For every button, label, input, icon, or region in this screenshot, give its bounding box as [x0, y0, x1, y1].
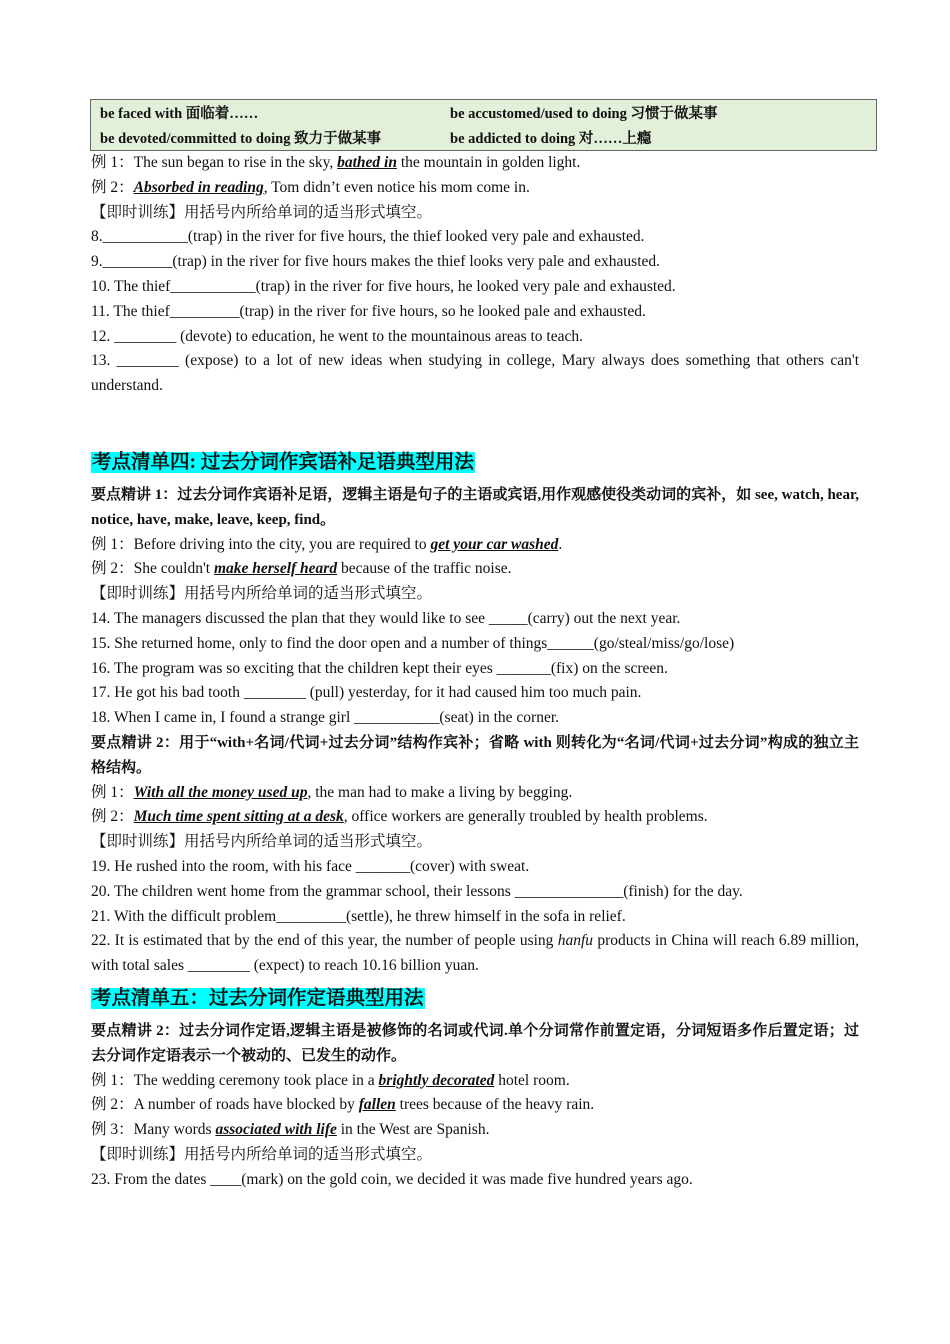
key-point-1: 要点精讲 1：过去分词作宾语补足语，逻辑主语是句子的主语或宾语,用作观感使役类动词的宾补，如 see, watch, hear, notice, have, make, leave, keep, find。 [91, 486, 859, 528]
example-line: 例 2：She couldn't make herself heard because of the traffic noise. [91, 560, 512, 578]
example-highlight: get your car washed [430, 535, 559, 553]
phrase-table [90, 99, 877, 151]
exercise-item: 19. He rushed into the room, with his face _______(cover) with sweat. [91, 857, 530, 875]
example-line: 例 1：With all the money used up, the man had to make a living by begging. [91, 783, 573, 801]
example-highlight: Absorbed in reading [133, 178, 264, 196]
section-heading-4: 考点清单四: 过去分词作宾语补足语典型用法 [92, 451, 474, 473]
exercise-item: 18. When I came in, I found a strange girl ___________(seat) in the corner. [91, 709, 560, 727]
drill-instruction: 【即时训练】用括号内所给单词的适当形式填空。 [91, 203, 433, 221]
exercise-item: 11. The thief_________(trap) in the river for five hours, so he looked pale and exhausted. [91, 302, 646, 320]
exercise-item: 17. He got his bad tooth ________ (pull) yesterday, for it had caused him too much pain. [91, 684, 642, 702]
phrase-table-row [91, 125, 877, 151]
key-point-2: 要点精讲 2：用于“with+名词/代词+过去分词”结构作宾补；省略 with 则转化为“名词/代词+过去分词”构成的独立主格结构。 [91, 734, 859, 776]
exercise-item: 13. ________ (expose) to a lot of new ideas when studying in college, Mary always does something that others can't understand. [91, 352, 859, 395]
example-line: 例 2：Much time spent sitting at a desk, office workers are generally troubled by health problems. [91, 808, 708, 826]
phrase-table-row [91, 100, 877, 126]
exercise-item: 14. The managers discussed the plan that they would like to see _____(carry) out the next year. [91, 609, 681, 627]
example-line: 例 1：The sun began to rise in the sky, bathed in the mountain in golden light. [91, 154, 581, 171]
example-line: 例 2：Absorbed in reading, Tom didn’t even notice his mom come in. [91, 178, 530, 196]
example-line: 例 2：A number of roads have blocked by fallen trees because of the heavy rain. [91, 1096, 595, 1114]
example-highlight: associated with life [215, 1121, 337, 1139]
example-line: 例 1：Before driving into the city, you are required to get your car washed. [91, 535, 563, 553]
section-heading-5: 考点清单五：过去分词作定语典型用法 [92, 987, 424, 1009]
example-line: 例 1：The wedding ceremony took place in a brightly decorated hotel room. [91, 1071, 570, 1089]
example-highlight: Much time spent sitting at a desk [133, 808, 344, 826]
key-point: 要点精讲 2：过去分词作定语,逻辑主语是被修饰的名词或代词.单个分词常作前置定语，分词短语多作后置定语；过去分词作定语表示一个被动的、已发生的动作。 [91, 1022, 859, 1064]
drill-instruction: 【即时训练】用括号内所给单词的适当形式填空。 [91, 833, 433, 851]
exercise-item: 22. It is estimated that by the end of this year, the number of people using hanfu products in China will reach 6.89 million, with total sales ________ (expect) to reach 10.16 billion yuan. [91, 932, 860, 975]
phrase-cell: be faced with 面临着…… [100, 106, 259, 122]
example-highlight: bathed in [337, 154, 397, 171]
example-highlight: brightly decorated [378, 1071, 495, 1089]
example-highlight: fallen [358, 1096, 396, 1114]
exercise-item: 10. The thief___________(trap) in the river for five hours, he looked very pale and exhausted. [91, 277, 676, 295]
exercise-item: 20. The children went home from the grammar school, their lessons ______________(finish) for the day. [91, 882, 743, 900]
exercise-item: 16. The program was so exciting that the children kept their eyes _______(fix) on the screen. [91, 659, 668, 677]
phrase-cell: be addicted to doing 对……上瘾 [450, 131, 652, 147]
phrase-cell: be accustomed/used to doing 习惯于做某事 [450, 106, 718, 122]
exercise-item: 21. With the difficult problem_________(settle), he threw himself in the sofa in relief. [91, 907, 626, 925]
exercise-item: 12. ________ (devote) to education, he went to the mountainous areas to teach. [91, 327, 583, 345]
exercise-item: 8.___________(trap) in the river for five hours, the thief looked very pale and exhausted. [91, 228, 645, 246]
example-highlight: With all the money used up [133, 783, 308, 801]
example-highlight: make herself heard [213, 560, 338, 578]
document-page [91, 99, 878, 1192]
drill-instruction: 【即时训练】用括号内所给单词的适当形式填空。 [91, 1145, 433, 1163]
example-line: 例 3：Many words associated with life in the West are Spanish. [91, 1121, 490, 1139]
exercise-item: 9._________(trap) in the river for five hours makes the thief looks very pale and exhausted. [91, 253, 661, 271]
exercise-item: 23. From the dates ____(mark) on the gold coin, we decided it was made five hundred years ago. [91, 1170, 693, 1188]
exercise-item: 15. She returned home, only to find the door open and a number of things______(go/steal/miss/go/lose) [91, 634, 735, 652]
phrase-cell: be devoted/committed to doing 致力于做某事 [100, 131, 382, 147]
drill-instruction: 【即时训练】用括号内所给单词的适当形式填空。 [91, 585, 433, 603]
